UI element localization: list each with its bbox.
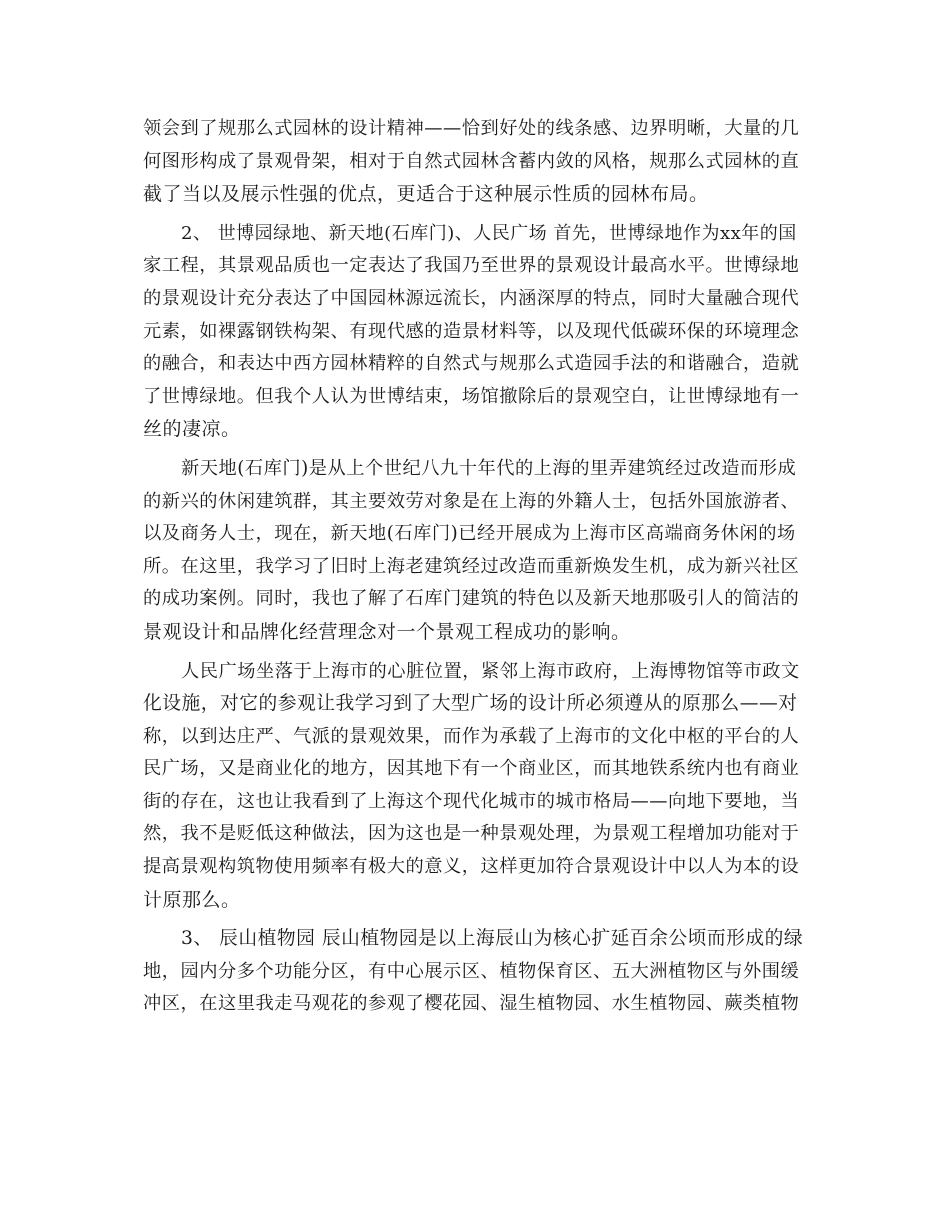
text-line: 新天地(石库门)是从上个世纪八九十年代的上海的里弄建筑经过改造而形成	[181, 457, 797, 479]
text-line: 人民广场坐落于上海市的心脏位置，紧邻上海市政府，上海博物馆等市政文	[181, 660, 800, 682]
text-line: 称，以到达庄严、气派的景观效果，而作为承载了上海市的文化中枢的平台的人	[143, 725, 800, 747]
text-line: 何图形构成了景观骨架，相对于自然式园林含蓄内敛的风格，规那么式园林的直	[143, 150, 800, 172]
text-line: 地，园内分多个功能分区，有中心展示区、植物保育区、五大洲植物区与外围缓	[143, 960, 800, 982]
text-line: 3、 辰山植物园 辰山植物园是以上海辰山为核心扩延百余公顷而形成的绿	[181, 928, 804, 950]
text-line: 以及商务人士，现在，新天地(石库门)已经开展成为上海市区高端商务休闲的场	[143, 523, 796, 545]
text-line: 元素，如裸露钢铁构架、有现代感的造景材料等，以及现代低碳环保的环境理念	[143, 320, 800, 342]
text-line: 了世博绿地。但我个人认为世博结束，场馆撤除后的景观空白，让世博绿地有一	[143, 385, 800, 407]
text-line: 的成功案例。同时，我也了解了石库门建筑的特色以及新天地那吸引人的简洁的	[143, 588, 800, 610]
text-line: 所。在这里，我学习了旧时上海老建筑经过改造而重新焕发生机，成为新兴社区	[143, 555, 800, 577]
paragraph-3	[143, 453, 803, 649]
text-line: 化设施，对它的参观让我学习到了大型广场的设计所必须遵从的原那么——对	[143, 693, 798, 715]
paragraph-1	[143, 113, 803, 211]
text-line: 的新兴的休闲建筑群，其主要效劳对象是在上海的外籍人士，包括外国旅游者、	[143, 490, 800, 512]
text-line: 计原那么。	[143, 888, 241, 911]
text-line: 截了当以及展示性强的优点，更适合于这种展示性质的园林布局。	[143, 183, 709, 206]
text-line: 2、 世博园绿地、新天地(石库门)、人民广场 首先，世博绿地作为xx年的国	[181, 222, 797, 244]
paragraph-5	[143, 923, 803, 1021]
document-body	[143, 113, 803, 1028]
paragraph-2	[143, 218, 803, 446]
text-line: 提高景观构筑物使用频率有极大的意义，这样更加符合景观设计中以人为本的设	[143, 856, 800, 878]
text-line: 景观设计和品牌化经营理念对一个景观工程成功的影响。	[143, 620, 631, 643]
text-line: 冲区，在这里我走马观花的参观了樱花园、湿生植物园、水生植物园、蕨类植物	[143, 993, 800, 1015]
text-line: 领会到了规那么式园林的设计精神——恰到好处的线条感、边界明晰，大量的几	[143, 118, 800, 139]
text-line: 民广场，又是商业化的地方，因其地下有一个商业区，而其地铁系统内也有商业	[143, 758, 800, 780]
text-line: 然，我不是贬低这种做法，因为这也是一种景观处理，为景观工程增加功能对于	[143, 823, 800, 845]
text-line: 街的存在，这也让我看到了上海这个现代化城市的城市格局——向地下要地，当	[143, 790, 800, 812]
paragraph-4	[143, 656, 803, 917]
text-line: 的景观设计充分表达了中国园林源远流长，内涵深厚的特点，同时大量融合现代	[143, 287, 800, 309]
text-line: 家工程，其景观品质也一定表达了我国乃至世界的景观设计最高水平。世博绿地	[143, 255, 800, 277]
text-line: 丝的凄凉。	[143, 418, 241, 441]
text-line: 的融合，和表达中西方园林精粹的自然式与规那么式造园手法的和谐融合，造就	[143, 353, 800, 375]
